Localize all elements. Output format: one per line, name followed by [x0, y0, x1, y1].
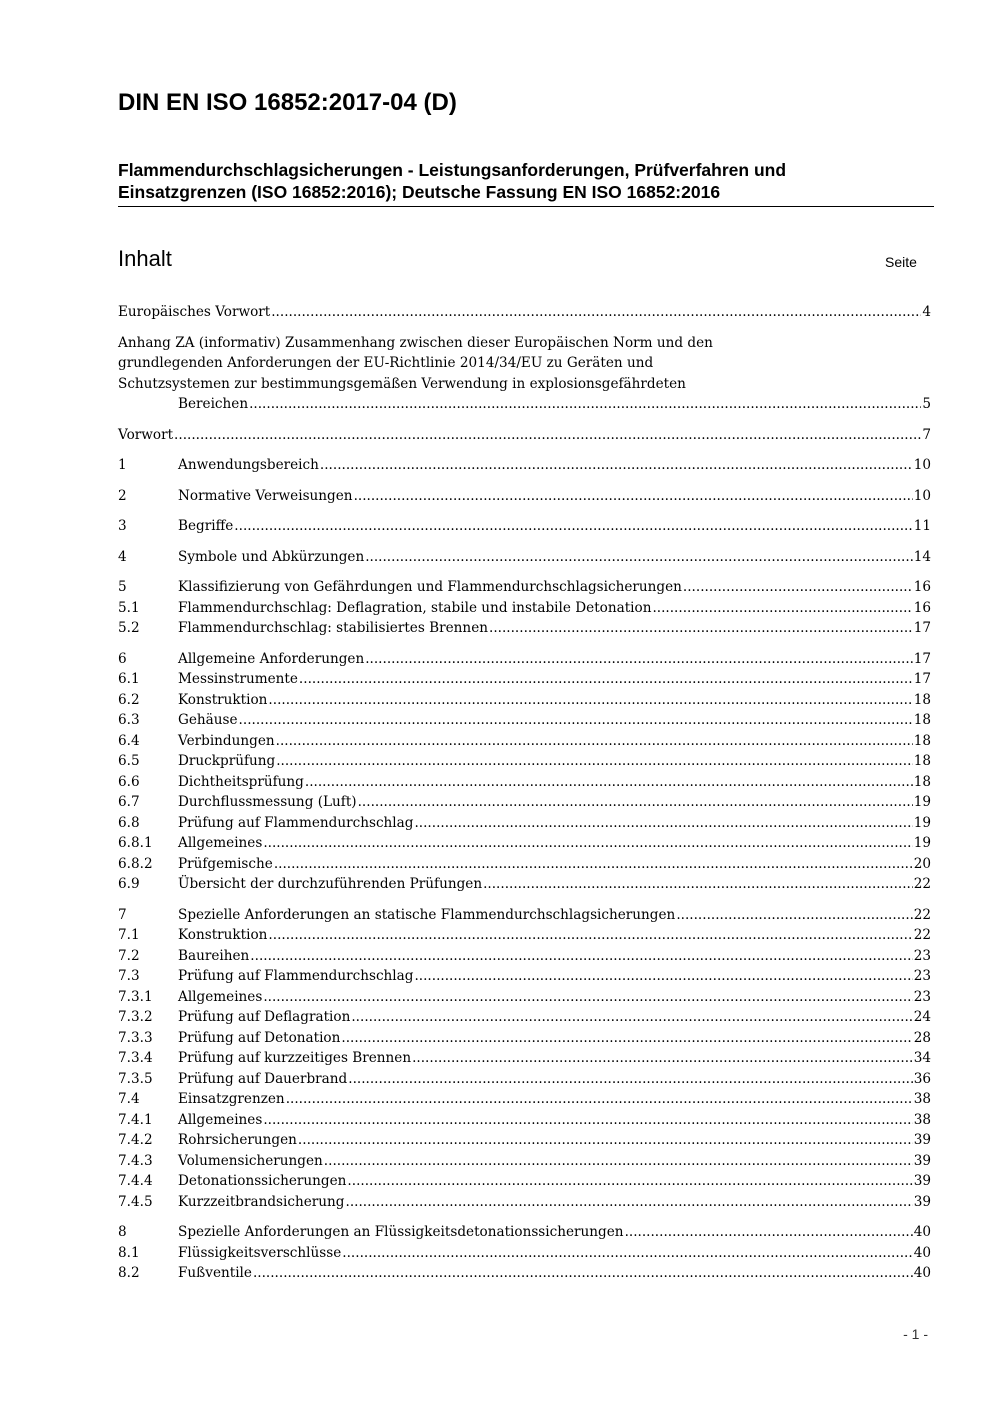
toc-entry[interactable] [118, 669, 931, 690]
toc-entry[interactable] [118, 1110, 931, 1131]
toc-entry-page: 4 [922, 304, 931, 320]
toc-entry-number: 6.8 [118, 814, 140, 831]
toc-entry-page: 22 [913, 876, 931, 892]
toc-entry-number: 6.8.2 [118, 855, 153, 872]
toc-entry-number: 2 [118, 487, 127, 504]
toc-leader-dots [414, 966, 912, 987]
toc-entry[interactable] [118, 710, 931, 731]
toc-section-list [118, 455, 931, 1284]
toc-entry-number: 8.2 [118, 1265, 140, 1281]
toc-entry-number: 6.5 [118, 753, 140, 769]
toc-entry-page: 22 [913, 927, 931, 943]
toc-entry-page: 18 [913, 753, 931, 769]
toc-entry-page: 18 [913, 712, 931, 728]
toc-entry-title: Baureihen [178, 947, 250, 964]
toc-entry-page: 38 [913, 1111, 931, 1128]
toc-leader-dots [324, 1151, 913, 1172]
toc-leader-dots [268, 690, 912, 711]
toc-leader-dots [676, 905, 912, 926]
toc-entry-number: 7.3.5 [118, 1070, 153, 1087]
toc-entry-number: 7.4.5 [118, 1193, 153, 1210]
toc-entry-page: 17 [913, 620, 931, 636]
toc-entry[interactable] [118, 1171, 931, 1192]
toc-leader-dots [354, 486, 913, 507]
toc-entry[interactable] [118, 731, 931, 752]
toc-entry-title: Druckprüfung [178, 753, 276, 769]
toc-entry-page: 38 [913, 1091, 931, 1107]
toc-entry-page: 39 [913, 1152, 931, 1169]
toc-leader-dots [341, 1028, 912, 1049]
toc-entry[interactable] [118, 925, 931, 946]
toc-entry[interactable] [118, 1048, 931, 1069]
toc-leader-dots [268, 925, 912, 946]
toc-entry-title: Volumensicherungen [178, 1152, 323, 1169]
toc-entry-page: 36 [913, 1070, 931, 1087]
toc-entry-title: Vorwort [118, 426, 174, 443]
toc-leader-dots [320, 455, 913, 476]
toc-entry-page: 23 [913, 968, 931, 984]
toc-entry-title: Spezielle Anforderungen an statische Flammendurchschlagsicherungen [178, 906, 676, 923]
toc-entry-number: 6.1 [118, 671, 140, 687]
toc-entry-number: 7.4.3 [118, 1152, 153, 1169]
toc-leader-dots [263, 833, 912, 854]
toc-entry-number: 6 [118, 650, 127, 667]
toc-entry-page: 28 [913, 1029, 931, 1046]
toc-entry-title: Fußventile [178, 1265, 252, 1281]
toc-heading: Inhalt [118, 246, 172, 271]
toc-leader-dots [346, 1192, 913, 1213]
toc-entry-page: 40 [913, 1224, 931, 1240]
toc-entry-annex-za[interactable] [118, 333, 931, 415]
toc-leader-dots [358, 792, 913, 813]
toc-entry-title: Konstruktion [178, 927, 268, 943]
toc-entry-title: Gehäuse [178, 712, 238, 728]
toc-entry[interactable] [118, 1028, 931, 1049]
toc-entry-page: 18 [913, 691, 931, 708]
toc-entry-number: 3 [118, 518, 127, 534]
toc-entry[interactable] [118, 1089, 931, 1110]
toc-entry-title: Europäisches Vorwort [118, 304, 271, 320]
toc-entry-title: Messinstrumente [178, 671, 298, 687]
toc-leader-dots [347, 1171, 912, 1192]
toc-entry-number: 6.7 [118, 794, 140, 810]
toc-entry-number: 4 [118, 548, 127, 565]
toc-entry-title: Konstruktion [178, 691, 268, 708]
toc-entry[interactable] [118, 598, 931, 619]
toc-entry-number: 6.9 [118, 876, 140, 892]
toc-entry-page: 22 [913, 906, 931, 923]
toc-entry-number: 5 [118, 579, 127, 595]
toc-entry-title: Symbole und Abkürzungen [178, 548, 365, 565]
toc-entry-page: 23 [913, 947, 931, 964]
toc-leader-dots [414, 813, 912, 834]
toc-entry[interactable] [118, 987, 931, 1008]
toc-page-label: Seite [885, 254, 917, 270]
toc-entry-page: 40 [913, 1244, 931, 1261]
toc-entry[interactable] [118, 516, 931, 537]
toc-entry-title: Verbindungen [178, 732, 275, 749]
toc-leader-dots [250, 946, 912, 967]
toc-entry-title: Prüfung auf Dauerbrand [178, 1070, 348, 1087]
toc-entry-number: 6.8.1 [118, 835, 153, 851]
toc-entry[interactable] [118, 946, 931, 967]
toc-entry-number: 7.3.1 [118, 988, 153, 1005]
toc-entry-title: Allgemeines [178, 1111, 263, 1128]
toc-entry-title: Rohrsicherungen [178, 1132, 297, 1148]
toc-entry-page: 24 [913, 1009, 931, 1025]
toc-entry-title: Begriffe [178, 518, 234, 534]
toc-entry-page: 39 [913, 1193, 931, 1210]
toc-entry-title: Prüfung auf Flammendurchschlag [178, 814, 414, 831]
toc-entry-page: 19 [913, 814, 931, 831]
toc-entry-title: Allgemeines [178, 835, 263, 851]
toc-annex-line-2: grundlegenden Anforderungen der EU-Richtlinie 2014/34/EU zu Geräten und [118, 355, 654, 371]
toc-entry-number: 7.4.1 [118, 1111, 153, 1128]
toc-entry-number: 8.1 [118, 1244, 140, 1261]
toc-leader-dots [263, 987, 912, 1008]
toc-annex-line-1: Anhang ZA (informativ) Zusammenhang zwischen dieser Europäischen Norm und den [118, 334, 713, 351]
toc-leader-dots [365, 649, 912, 670]
toc-leader-dots [351, 1007, 912, 1028]
toc-entry-page: 16 [913, 599, 931, 616]
toc-leader-dots [253, 1263, 913, 1284]
toc-entry-number: 7.1 [118, 927, 140, 943]
toc-entry-foreword[interactable] [118, 302, 931, 323]
toc-entry-page: 19 [913, 794, 931, 810]
toc-entry[interactable] [118, 649, 931, 670]
toc-entry-page: 39 [913, 1132, 931, 1148]
toc-entry-number: 7 [118, 906, 127, 923]
toc-entry[interactable] [118, 833, 931, 854]
toc-entry[interactable] [118, 966, 931, 987]
toc-leader-dots [483, 874, 913, 895]
toc-entry-title: Anwendungsbereich [178, 457, 319, 473]
document-title-line-2: Einsatzgrenzen (ISO 16852:2016); Deutsche Fassung EN ISO 16852:2016 [118, 182, 721, 202]
toc-entry-number: 8 [118, 1224, 127, 1240]
toc-entry[interactable] [118, 1192, 931, 1213]
toc-leader-dots [271, 302, 921, 323]
toc-leader-dots [286, 1089, 913, 1110]
toc-entry-number: 7.4.2 [118, 1132, 153, 1148]
toc-leader-dots [305, 772, 913, 793]
toc-entry[interactable] [118, 1007, 931, 1028]
toc-leader-dots [652, 598, 912, 619]
toc-leader-dots [625, 1222, 913, 1243]
toc-entry[interactable] [118, 772, 931, 793]
toc-leader-dots [276, 731, 913, 752]
toc-entry[interactable] [118, 1151, 931, 1172]
toc-entry-number: 7.3.3 [118, 1029, 153, 1046]
toc-entry-page: 10 [913, 457, 931, 473]
toc-entry-page: 17 [913, 650, 931, 667]
toc-entry-preface[interactable] [118, 425, 931, 446]
toc-entry[interactable] [118, 618, 931, 639]
toc-entry[interactable] [118, 874, 931, 895]
toc-entry[interactable] [118, 1130, 931, 1151]
toc-annex-line-3: Schutzsystemen zur bestimmungsgemäßen Verwendung in explosionsgefährdeten [118, 375, 686, 392]
toc-entry-title: Prüfung auf Flammendurchschlag [178, 968, 414, 984]
toc-entry[interactable] [118, 690, 931, 711]
toc-entry-number: 7.2 [118, 947, 140, 964]
toc-entry-title: Normative Verweisungen [178, 487, 353, 504]
toc-entry-page: 11 [913, 518, 931, 534]
toc-leader-dots [274, 854, 913, 875]
toc-entry-page: 19 [913, 835, 931, 851]
toc-leader-dots [249, 394, 921, 415]
toc-entry-title: Klassifizierung von Gefährdungen und Flammendurchschlagsicherungen [178, 579, 682, 595]
toc-entry-title: Kurzzeitbrandsicherung [178, 1193, 345, 1210]
toc-entry[interactable] [118, 1222, 931, 1243]
toc-entry-number: 5.1 [118, 599, 140, 616]
toc-entry-number: 6.3 [118, 712, 140, 728]
toc-entry[interactable] [118, 577, 931, 598]
toc-entry-number: 1 [118, 457, 127, 473]
table-of-contents [118, 302, 931, 1284]
toc-leader-dots [412, 1048, 913, 1069]
toc-entry[interactable] [118, 813, 931, 834]
document-id: DIN EN ISO 16852:2017-04 (D) [118, 89, 457, 116]
toc-leader-dots [683, 577, 913, 598]
toc-leader-dots [489, 618, 913, 639]
toc-leader-dots [342, 1243, 912, 1264]
page-number: - 1 - [903, 1326, 928, 1342]
toc-entry-page: 23 [913, 988, 931, 1005]
toc-entry-number: 7.3.4 [118, 1050, 153, 1066]
toc-entry-number: 6.6 [118, 773, 140, 790]
title-divider [118, 206, 934, 207]
document-title [118, 159, 938, 203]
toc-leader-dots [276, 751, 912, 772]
toc-leader-dots [239, 710, 913, 731]
toc-leader-dots [365, 547, 912, 568]
toc-entry-title: Detonationssicherungen [178, 1173, 347, 1189]
toc-entry[interactable] [118, 1243, 931, 1264]
toc-entry-number: 7.3 [118, 968, 140, 984]
toc-entry[interactable] [118, 905, 931, 926]
toc-entry[interactable] [118, 854, 931, 875]
toc-entry-title: Allgemeine Anforderungen [178, 650, 365, 667]
toc-entry-title: Flammendurchschlag: Deflagration, stabile und instabile Detonation [178, 599, 652, 616]
toc-entry-title: Spezielle Anforderungen an Flüssigkeitsdetonationssicherungen [178, 1224, 624, 1240]
toc-entry-page: 18 [913, 732, 931, 749]
toc-entry-title: Prüfgemische [178, 855, 273, 872]
toc-leader-dots [174, 425, 921, 446]
toc-entry-title: Prüfung auf Detonation [178, 1029, 341, 1046]
toc-entry-page: 7 [922, 426, 931, 443]
toc-entry[interactable] [118, 792, 931, 813]
toc-entry-page: 20 [913, 855, 931, 872]
toc-leader-dots [348, 1069, 912, 1090]
toc-entry-number: 5.2 [118, 620, 140, 636]
toc-entry-title: Durchflussmessung (Luft) [178, 794, 357, 810]
toc-entry-title: Flüssigkeitsverschlüsse [178, 1244, 342, 1261]
toc-entry-title: Übersicht der durchzuführenden Prüfungen [178, 876, 483, 892]
toc-entry-page: 34 [913, 1050, 931, 1066]
toc-entry-page: 18 [913, 773, 931, 790]
toc-entry-title: Prüfung auf kurzzeitiges Brennen [178, 1050, 412, 1066]
toc-leader-dots [263, 1110, 912, 1131]
toc-entry-title: Prüfung auf Deflagration [178, 1009, 351, 1025]
toc-entry[interactable] [118, 455, 931, 476]
toc-entry-title: Allgemeines [178, 988, 263, 1005]
toc-entry-number: 6.2 [118, 691, 140, 708]
toc-entry-page: 39 [913, 1173, 931, 1189]
toc-entry-page: 10 [913, 487, 931, 504]
toc-entry-page: 40 [913, 1265, 931, 1281]
toc-annex-line-4: Bereichen [178, 396, 249, 412]
toc-leader-dots [298, 1130, 913, 1151]
toc-entry[interactable] [118, 486, 931, 507]
toc-leader-dots [299, 669, 913, 690]
toc-entry-number: 6.4 [118, 732, 140, 749]
toc-entry-page: 5 [922, 396, 931, 412]
toc-entry[interactable] [118, 547, 931, 568]
toc-entry-number: 7.4 [118, 1091, 140, 1107]
toc-entry[interactable] [118, 1069, 931, 1090]
toc-entry[interactable] [118, 751, 931, 772]
toc-entry-title: Flammendurchschlag: stabilisiertes Brennen [178, 620, 488, 636]
toc-entry-title: Einsatzgrenzen [178, 1091, 285, 1107]
toc-entry-title: Dichtheitsprüfung [178, 773, 304, 790]
toc-entry[interactable] [118, 1263, 931, 1284]
toc-entry-page: 17 [913, 671, 931, 687]
document-title-line-1: Flammendurchschlagsicherungen - Leistungsanforderungen, Prüfverfahren und [118, 160, 787, 180]
toc-entry-page: 14 [913, 548, 931, 565]
toc-entry-number: 7.3.2 [118, 1009, 153, 1025]
toc-entry-number: 7.4.4 [118, 1173, 153, 1189]
toc-entry-page: 16 [913, 579, 931, 595]
toc-leader-dots [234, 516, 912, 537]
